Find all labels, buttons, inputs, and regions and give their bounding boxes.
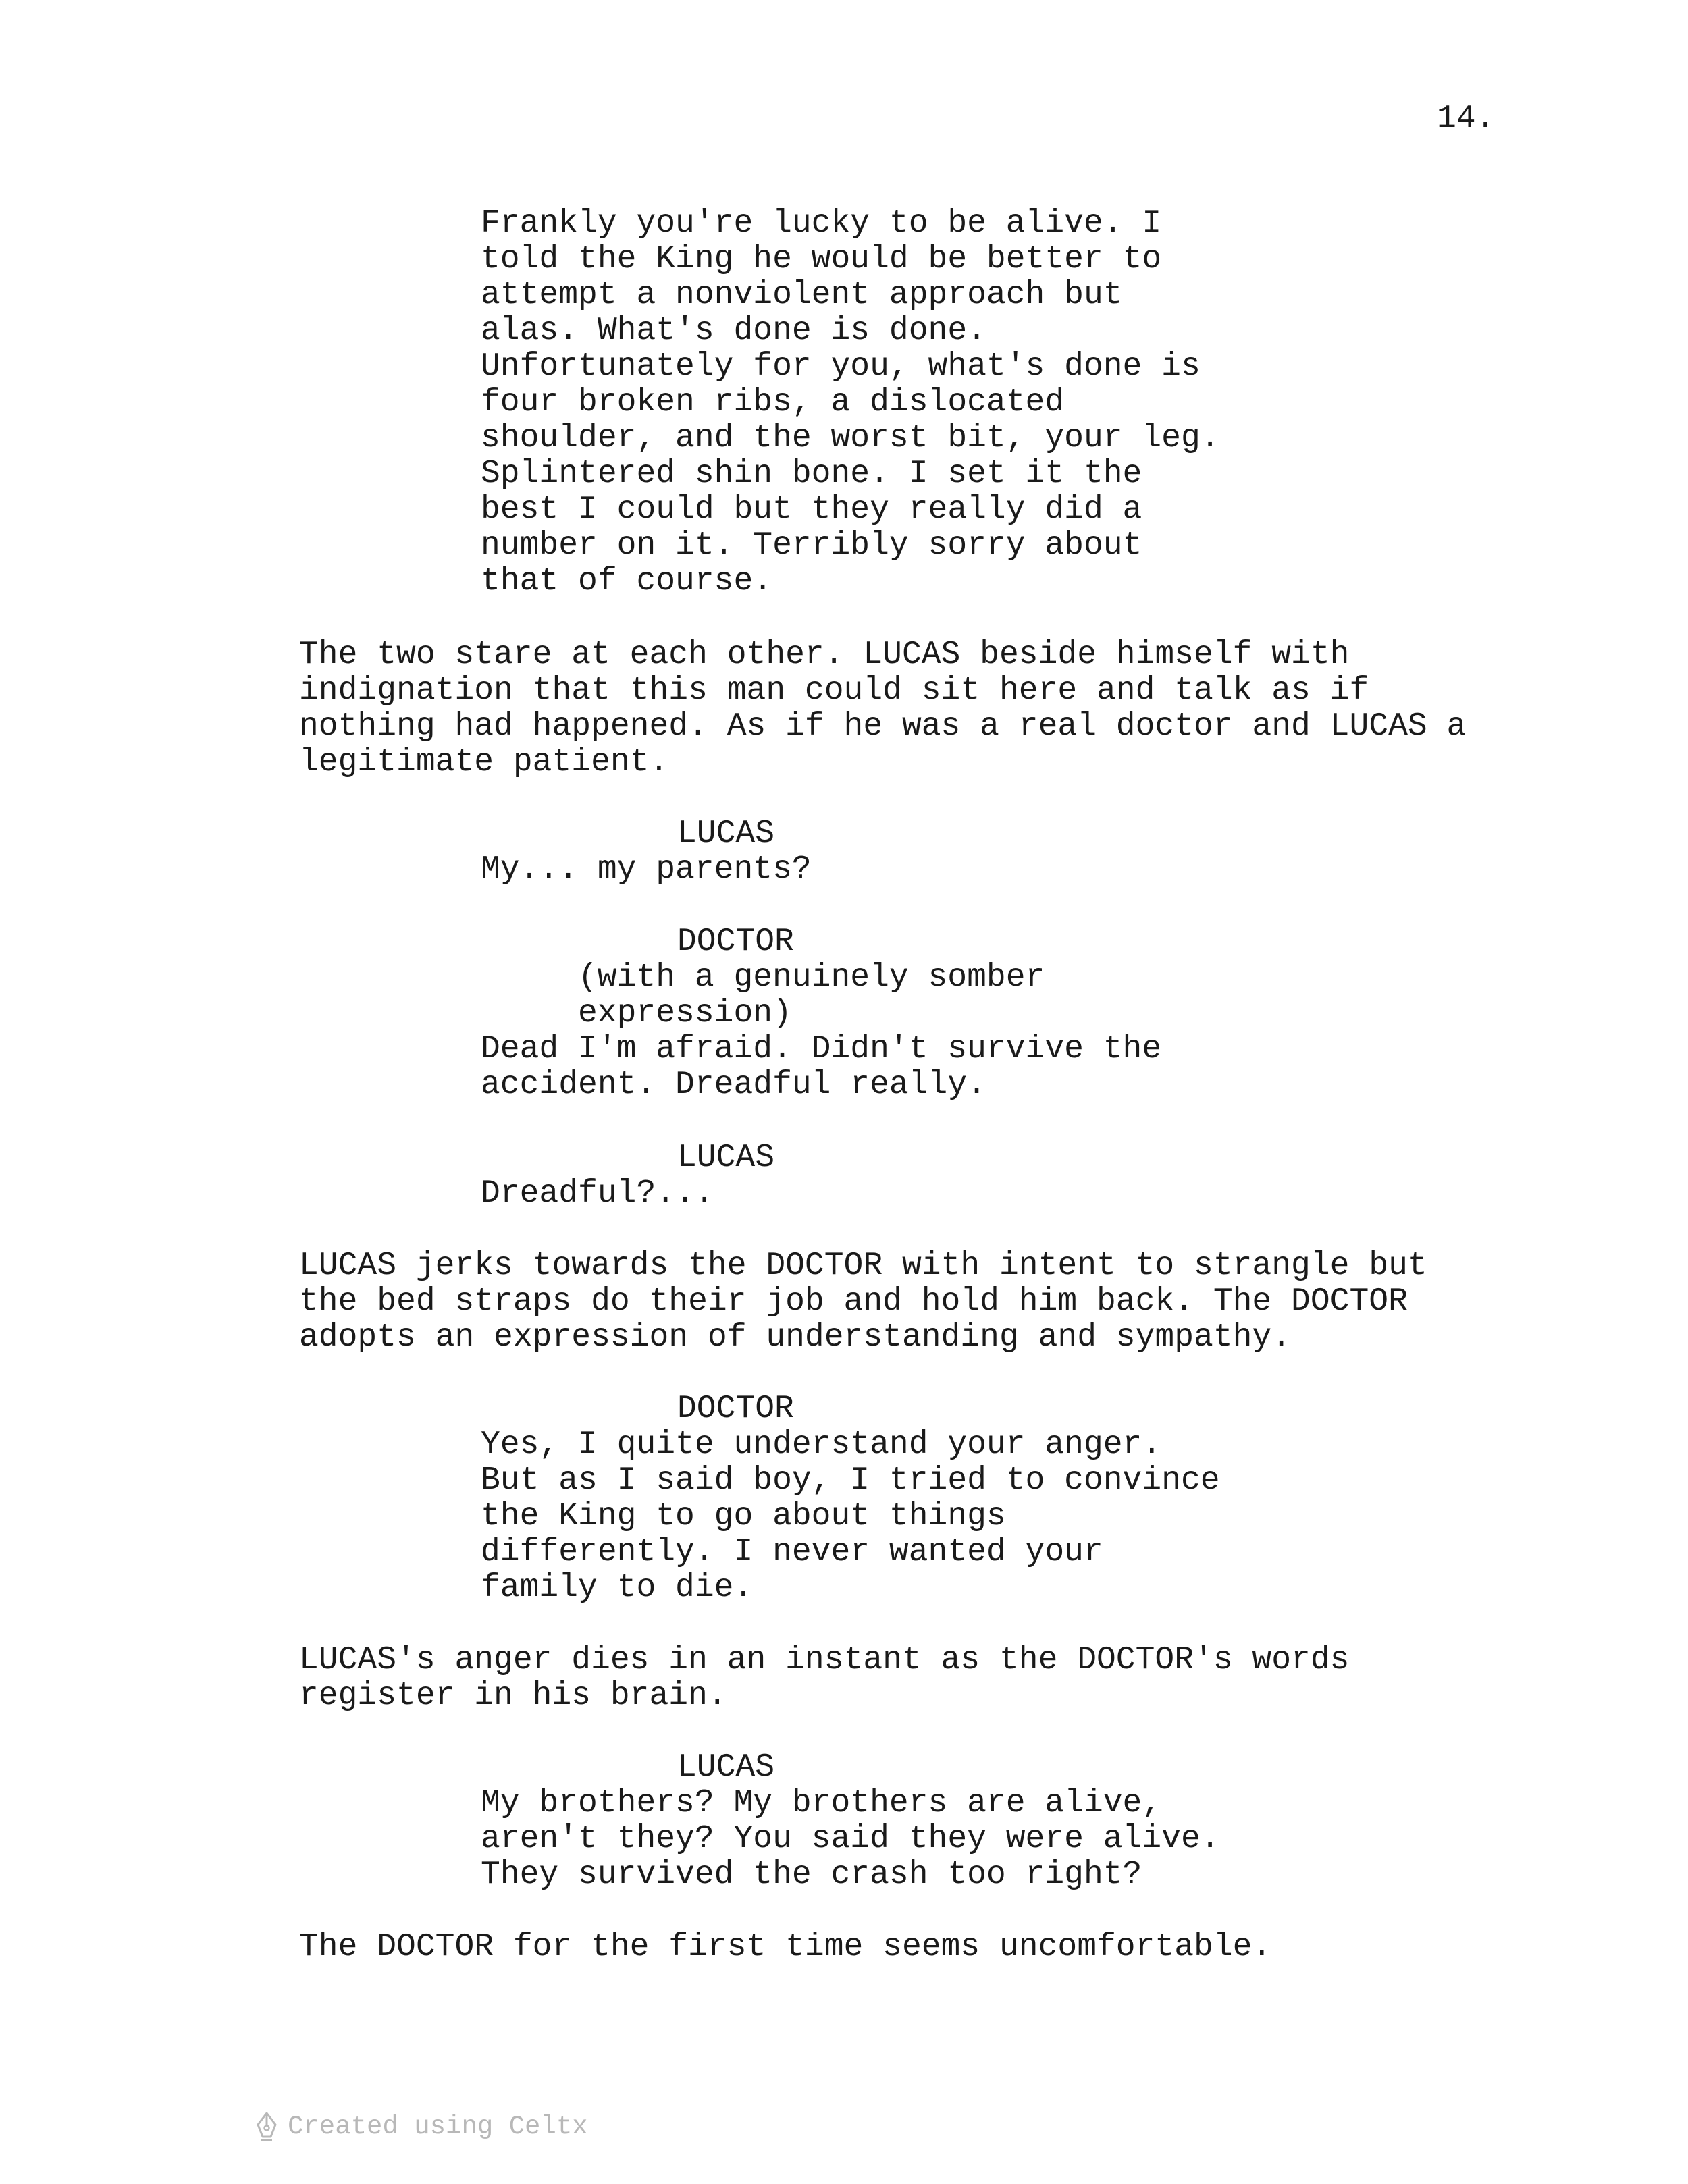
dialogue-line: alas. What's done is done. [481,313,986,349]
dialogue-line: Dreadful?... [481,1175,714,1212]
character-cue: LUCAS [677,816,775,852]
dialogue-line: Frankly you're lucky to be alive. I [481,205,1162,242]
action-line: LUCAS jerks towards the DOCTOR with intent to strangle but [299,1248,1427,1284]
dialogue-line: Dead I'm afraid. Didn't survive the [481,1031,1162,1067]
dialogue-line: attempt a nonviolent approach but [481,277,1123,313]
action-block [299,1643,1514,1714]
dialogue-line: number on it. Terribly sorry about [481,527,1142,564]
dialogue-line: But as I said boy, I tried to convince [481,1462,1220,1499]
character-cue: DOCTOR [677,924,794,960]
parenthetical-line: (with a genuinely somber [578,959,1045,996]
dialogue-line: Splintered shin bone. I set it the [481,456,1142,492]
page-number: 14. [1437,101,1496,137]
dialogue-line: shoulder, and the worst bit, your leg. [481,420,1220,456]
action-line: register in his brain. [299,1678,727,1714]
action-line: The DOCTOR for the first time seems uncomfortable. [299,1929,1272,1965]
dialogue-line: They survived the crash too right? [481,1857,1142,1893]
dialogue-block [481,206,1257,600]
character-cue: LUCAS [677,1140,775,1176]
dialogue-line: My brothers? My brothers are alive, [481,1785,1162,1821]
action-line: LUCAS's anger dies in an instant as the DOCTOR's words [299,1642,1350,1678]
dialogue-line: the King to go about things [481,1498,1006,1535]
action-block [299,637,1514,780]
action-line: legitimate patient. [299,744,669,780]
action-line: the bed straps do their job and hold him back. The DOCTOR [299,1283,1408,1320]
footer [255,2111,588,2142]
parenthetical-line: expression) [578,995,792,1032]
pen-nib-icon [255,2111,278,2142]
action-line: indignation that this man could sit here and talk as if [299,672,1369,709]
dialogue-line: differently. I never wanted your [481,1534,1103,1570]
dialogue-block [481,1786,1257,1893]
action-block [299,1929,1514,1965]
dialogue-line: accident. Dreadful really. [481,1067,986,1103]
dialogue-line: My... my parents? [481,851,812,888]
dialogue-line: Unfortunately for you, what's done is [481,348,1201,385]
dialogue-line: told the King he would be better to [481,241,1162,277]
dialogue-line: best I could but they really did a [481,491,1142,528]
dialogue-line: aren't they? You said they were alive. [481,1821,1220,1857]
action-line: The two stare at each other. LUCAS beside himself with [299,637,1350,673]
dialogue-block [481,1176,1257,1212]
action-line: adopts an expression of understanding and sympathy. [299,1319,1292,1356]
parenthetical [578,960,1045,1032]
dialogue-block [481,852,1257,888]
action-line: nothing had happened. As if he was a real doctor and LUCAS a [299,708,1467,745]
character-cue: DOCTOR [677,1391,794,1427]
dialogue-line: that of course. [481,563,773,600]
dialogue-line: family to die. [481,1570,754,1606]
footer-credit: Created using Celtx [288,2112,588,2141]
dialogue-line: Yes, I quite understand your anger. [481,1427,1162,1463]
dialogue-block [481,1427,1257,1606]
action-block [299,1248,1514,1356]
dialogue-line: four broken ribs, a dislocated [481,384,1065,421]
character-cue: LUCAS [677,1749,775,1786]
dialogue-block [481,1032,1257,1103]
